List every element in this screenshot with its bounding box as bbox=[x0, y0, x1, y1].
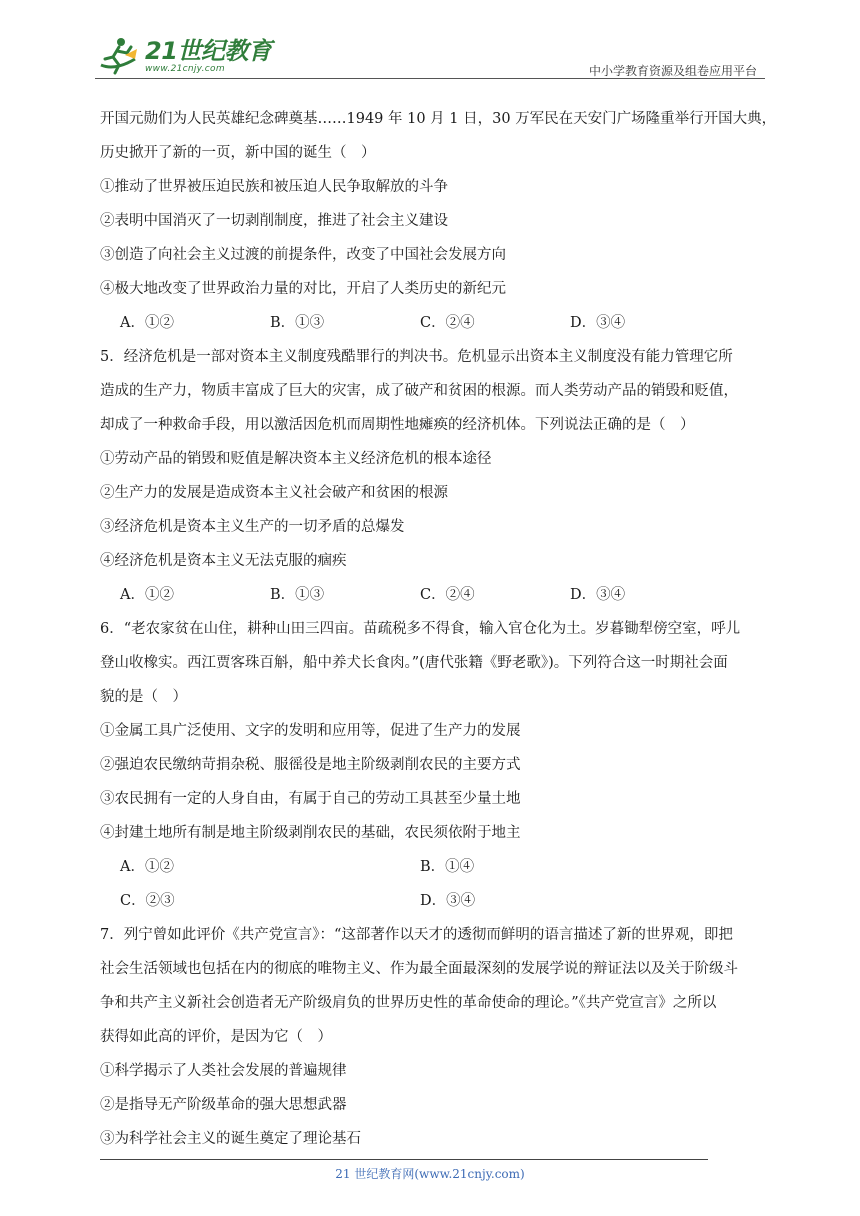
statement-item: ②生产力的发展是造成资本主义社会破产和贫困的根源 bbox=[100, 485, 448, 501]
answer-options bbox=[100, 578, 770, 612]
question-stem: 获得如此高的评价，是因为它（ ） bbox=[100, 1029, 332, 1045]
question-stem: 社会生活领域也包括在内的彻底的唯物主义、作为最全面最深刻的发展学说的辩证法以及关于阶级斗 bbox=[100, 961, 738, 977]
answer-options bbox=[100, 850, 770, 884]
question-stem: 貌的是（ ） bbox=[100, 689, 187, 705]
question-stem: 7．列宁曾如此评价《共产党宣言》：“这部著作以天才的透彻而鲜明的语言描述了新的世界观，即把 bbox=[100, 927, 733, 943]
answer-options bbox=[100, 306, 770, 340]
statement-item: ①推动了世界被压迫民族和被压迫人民争取解放的斗争 bbox=[100, 179, 448, 195]
question-6 bbox=[100, 612, 770, 918]
question-stem: 开国元勋们为人民英雄纪念碑奠基……1949 年 10 月 1 日，30 万军民在天安门广场隆重举行开国大典， bbox=[100, 111, 777, 127]
option-d[interactable]: D．③④ bbox=[570, 315, 626, 331]
statement-item: ③经济危机是资本主义生产的一切矛盾的总爆发 bbox=[100, 519, 405, 535]
question-5 bbox=[100, 340, 770, 612]
statement-item: ①劳动产品的销毁和贬值是解决资本主义经济危机的根本途径 bbox=[100, 451, 492, 467]
question-stem: 却成了一种救命手段，用以激活因危机而周期性地瘫痪的经济机体。下列说法正确的是（ ） bbox=[100, 417, 695, 433]
option-c[interactable]: C．②③ bbox=[120, 893, 175, 909]
question-stem: 造成的生产力，物质丰富成了巨大的灾害，成了破产和贫困的根源。而人类劳动产品的销毁和贬值， bbox=[100, 383, 738, 399]
option-a[interactable]: A．①② bbox=[120, 315, 174, 331]
statement-item: ③农民拥有一定的人身自由，有属于自己的劳动工具甚至少量土地 bbox=[100, 791, 521, 807]
statement-item: ①金属工具广泛使用、文字的发明和应用等，促进了生产力的发展 bbox=[100, 723, 521, 739]
question-stem: 历史掀开了新的一页，新中国的诞生（ ） bbox=[100, 145, 376, 161]
statement-item: ④经济危机是资本主义无法克服的痼疾 bbox=[100, 553, 347, 569]
page-header bbox=[95, 28, 765, 80]
option-d[interactable]: D．③④ bbox=[420, 893, 476, 909]
option-c[interactable]: C．②④ bbox=[420, 587, 475, 603]
question-4 bbox=[100, 102, 777, 340]
option-b[interactable]: B．①③ bbox=[270, 315, 325, 331]
option-c[interactable]: C．②④ bbox=[420, 315, 475, 331]
question-stem: 登山收橡实。西江贾客珠百斛，船中养犬长食肉。”(唐代张籍《野老歌》)。下列符合这一时期社会面 bbox=[100, 655, 728, 671]
statement-item: ③创造了向社会主义过渡的前提条件，改变了中国社会发展方向 bbox=[100, 247, 506, 263]
runner-logo-icon bbox=[95, 35, 143, 77]
document-body bbox=[100, 102, 777, 1156]
footer-link[interactable]: 21 世纪教育网(www.21cnjy.com) bbox=[335, 1167, 525, 1181]
header-divider bbox=[95, 78, 765, 79]
option-d[interactable]: D．③④ bbox=[570, 587, 626, 603]
answer-options bbox=[100, 884, 770, 918]
statement-item: ②表明中国消灭了一切剥削制度，推进了社会主义建设 bbox=[100, 213, 448, 229]
statement-item: ③为科学社会主义的诞生奠定了理论基石 bbox=[100, 1131, 361, 1147]
statement-item: ④封建土地所有制是地主阶级剥削农民的基础，农民须依附于地主 bbox=[100, 825, 521, 841]
question-7 bbox=[100, 918, 770, 1156]
platform-name: 中小学教育资源及组卷应用平台 bbox=[588, 64, 757, 78]
statement-item: ④极大地改变了世界政治力量的对比，开启了人类历史的新纪元 bbox=[100, 281, 506, 297]
footer-divider bbox=[100, 1159, 708, 1160]
logo-title: 21世纪教育 bbox=[145, 36, 272, 65]
question-stem: 5．经济危机是一部对资本主义制度残酷罪行的判决书。危机显示出资本主义制度没有能力管理它所 bbox=[100, 349, 733, 365]
logo-url: www.21cnjy.com bbox=[145, 63, 225, 74]
question-stem: 争和共产主义新社会创造者无产阶级肩负的世界历史性的革命使命的理论。”《共产党宣言》之所以 bbox=[100, 995, 717, 1011]
logo bbox=[95, 34, 271, 78]
statement-item: ②是指导无产阶级革命的强大思想武器 bbox=[100, 1097, 347, 1113]
statement-item: ②强迫农民缴纳苛捐杂税、服徭役是地主阶级剥削农民的主要方式 bbox=[100, 757, 521, 773]
option-b[interactable]: B．①③ bbox=[270, 587, 325, 603]
option-a[interactable]: A．①② bbox=[120, 859, 174, 875]
statement-item: ①科学揭示了人类社会发展的普遍规律 bbox=[100, 1063, 347, 1079]
question-stem: 6．“老农家贫在山住，耕种山田三四亩。苗疏税多不得食，输入官仓化为土。岁暮锄犁傍空室，呼儿 bbox=[100, 621, 741, 637]
option-a[interactable]: A．①② bbox=[120, 587, 174, 603]
option-b[interactable]: B．①④ bbox=[420, 859, 475, 875]
